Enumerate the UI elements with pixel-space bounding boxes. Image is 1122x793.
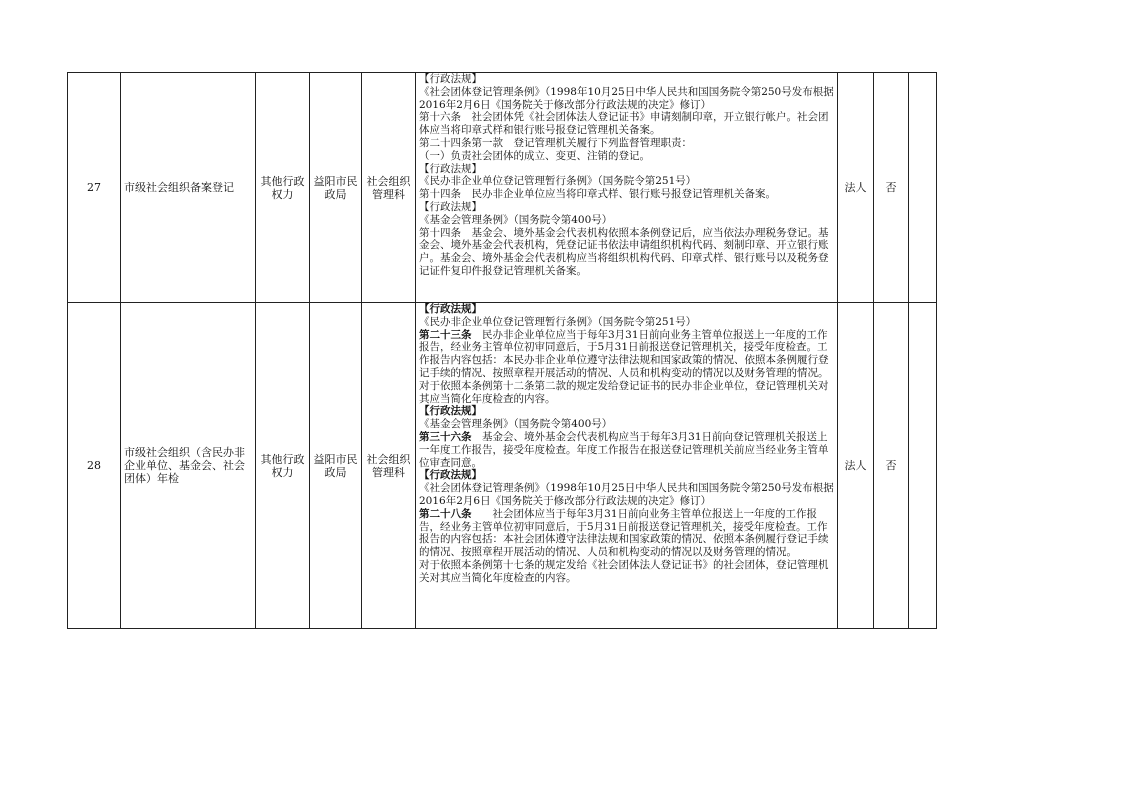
legal-basis-paragraph	[419, 86, 834, 112]
paragraph-text: 基金会、境外基金会代表机构应当于每年3月31日前向登记管理机关报送上一年度工作报告，接受年度检查。年度工作报告在报送登记管理机关前应当经业务主管单位审查同意。	[419, 430, 829, 469]
legal-basis-paragraph	[419, 482, 834, 508]
paragraph-text: 社会团体应当于每年3月31日前向业务主管单位报送上一年度的工作报告，经业务主管单位初审同意后，于5月31日前报送登记管理机关，接受年度检查。工作报告的内容包括：本社会团体遵守法律法规和国家政策的情况、依照本条例履行登记手续的情况、按照章程开展活动的情况、人员和机构变动的情况以及财务管理的情况。	[419, 507, 829, 559]
paragraph-text: 【行政法规】	[419, 162, 482, 175]
legal-basis-paragraph	[419, 469, 834, 482]
table-row	[68, 73, 937, 303]
paragraph-text: 《社会团体登记管理条例》（1998年10月25日中华人民共和国国务院令第250号发布根据2016年2月6日《国务院关于修改部分行政法规的决定》修订）	[419, 482, 834, 507]
legal-basis-paragraph	[419, 508, 834, 559]
remark	[909, 73, 937, 303]
paragraph-text: 【行政法规】	[419, 405, 482, 418]
row-number: 27	[68, 73, 121, 303]
legal-basis-lines	[419, 303, 834, 628]
subject-type: 法人	[838, 303, 874, 629]
paragraph-text: 对于依照本条例第十七条的规定发给《社会团体法人登记证书》的社会团体，登记管理机关对其应当简化年度检查的内容。	[419, 558, 829, 584]
legal-basis-paragraph	[419, 175, 834, 188]
paragraph-text: 【行政法规】	[419, 73, 482, 85]
legal-basis-paragraph	[419, 150, 834, 163]
table-row	[68, 303, 937, 629]
paragraph-text: 第十六条 社会团体凭《社会团体法人登记证书》申请刻制印章，开立银行帐户。社会团体应当将印章式样和银行账号报登记管理机关备案。	[419, 111, 829, 137]
paragraph-text: （一）负责社会团体的成立、变更、注销的登记。	[419, 149, 650, 162]
power-type: 其他行政权力	[256, 73, 310, 303]
paragraph-text: 第十四条 基金会、境外基金会代表机构依照本条例登记后，应当依法办理税务登记。基金会、境外基金会代表机构，凭登记证书依法申请组织机构代码、刻制印章、开立银行账户。基金会、境外基金会代表机构应当将组织机构代码、印章式样、银行账号以及税务登记证件复印件报登记管理机关备案。	[419, 226, 829, 277]
department: 益阳市民政局	[310, 73, 362, 303]
paragraph-text: 《基金会管理条例》（国务院令第400号）	[419, 213, 613, 226]
legal-basis-paragraph	[419, 329, 834, 406]
legal-basis-lines	[419, 73, 834, 302]
legal-basis-paragraph	[419, 405, 834, 418]
item-name: 市级社会组织备案登记	[121, 73, 256, 303]
table-body	[68, 73, 937, 629]
paragraph-text: 《民办非企业单位登记管理暂行条例》（国务院令第251号）	[419, 315, 697, 328]
office: 社会组织管理科	[362, 73, 416, 303]
paragraph-text: 《基金会管理条例》（国务院令第400号）	[419, 418, 613, 431]
paragraph-text: 《社会团体登记管理条例》（1998年10月25日中华人民共和国国务院令第250号发布根据2016年2月6日《国务院关于修改部分行政法规的决定》修订）	[419, 85, 834, 111]
regulation-table	[67, 72, 937, 629]
department: 益阳市民政局	[310, 303, 362, 629]
legal-basis-paragraph	[419, 188, 834, 201]
paragraph-text: 第十四条 民办非企业单位应当将印章式样、银行账号报登记管理机关备案。	[419, 188, 776, 201]
row-number: 28	[68, 303, 121, 629]
legal-basis-paragraph	[419, 111, 834, 137]
flag-value: 否	[874, 73, 909, 303]
article-number: 第二十三条	[419, 328, 472, 341]
legal-basis-paragraph	[419, 316, 834, 329]
legal-basis-paragraph	[419, 227, 834, 278]
subject-type: 法人	[838, 73, 874, 303]
legal-basis-paragraph	[419, 559, 834, 585]
legal-basis-paragraph	[419, 303, 834, 316]
legal-basis	[416, 73, 838, 303]
legal-basis-paragraph	[419, 73, 834, 86]
flag-value: 否	[874, 303, 909, 629]
paragraph-text: 【行政法规】	[419, 469, 482, 482]
legal-basis-paragraph	[419, 418, 834, 431]
paragraph-text: 民办非企业单位应当于每年3月31日前向业务主管单位报送上一年度的工作报告，经业务主管单位初审同意后，于5月31日前报送登记管理机关，接受年度检查。工作报告内容包括：本民办非企业单位遵守法律法规和国家政策的情况、依照本条例履行登记手续的情况、按照章程开展活动的情况、人员和机构变动的情况以及财务管理的情况。对于依照本条例第十二条第二款的规定发给登记证书的民办非企业单位，登记管理机关对其应当简化年度检查的内容。	[419, 328, 829, 405]
legal-basis-paragraph	[419, 214, 834, 227]
remark	[909, 303, 937, 629]
paragraph-text: 【行政法规】	[419, 303, 482, 315]
article-number: 第二十八条	[419, 507, 472, 520]
item-name: 市级社会组织（含民办非企业单位、基金会、社会团体）年检	[121, 303, 256, 629]
paragraph-text: 【行政法规】	[419, 200, 482, 213]
legal-basis	[416, 303, 838, 629]
legal-basis-paragraph	[419, 137, 834, 150]
office: 社会组织管理科	[362, 303, 416, 629]
paragraph-text: 《民办非企业单位登记管理暂行条例》（国务院令第251号）	[419, 175, 697, 188]
power-type: 其他行政权力	[256, 303, 310, 629]
article-number: 第三十六条	[419, 430, 472, 443]
paragraph-text: 第二十四条第一款 登记管理机关履行下列监督管理职责：	[419, 136, 692, 149]
legal-basis-paragraph	[419, 431, 834, 469]
legal-basis-paragraph	[419, 163, 834, 176]
legal-basis-paragraph	[419, 201, 834, 214]
